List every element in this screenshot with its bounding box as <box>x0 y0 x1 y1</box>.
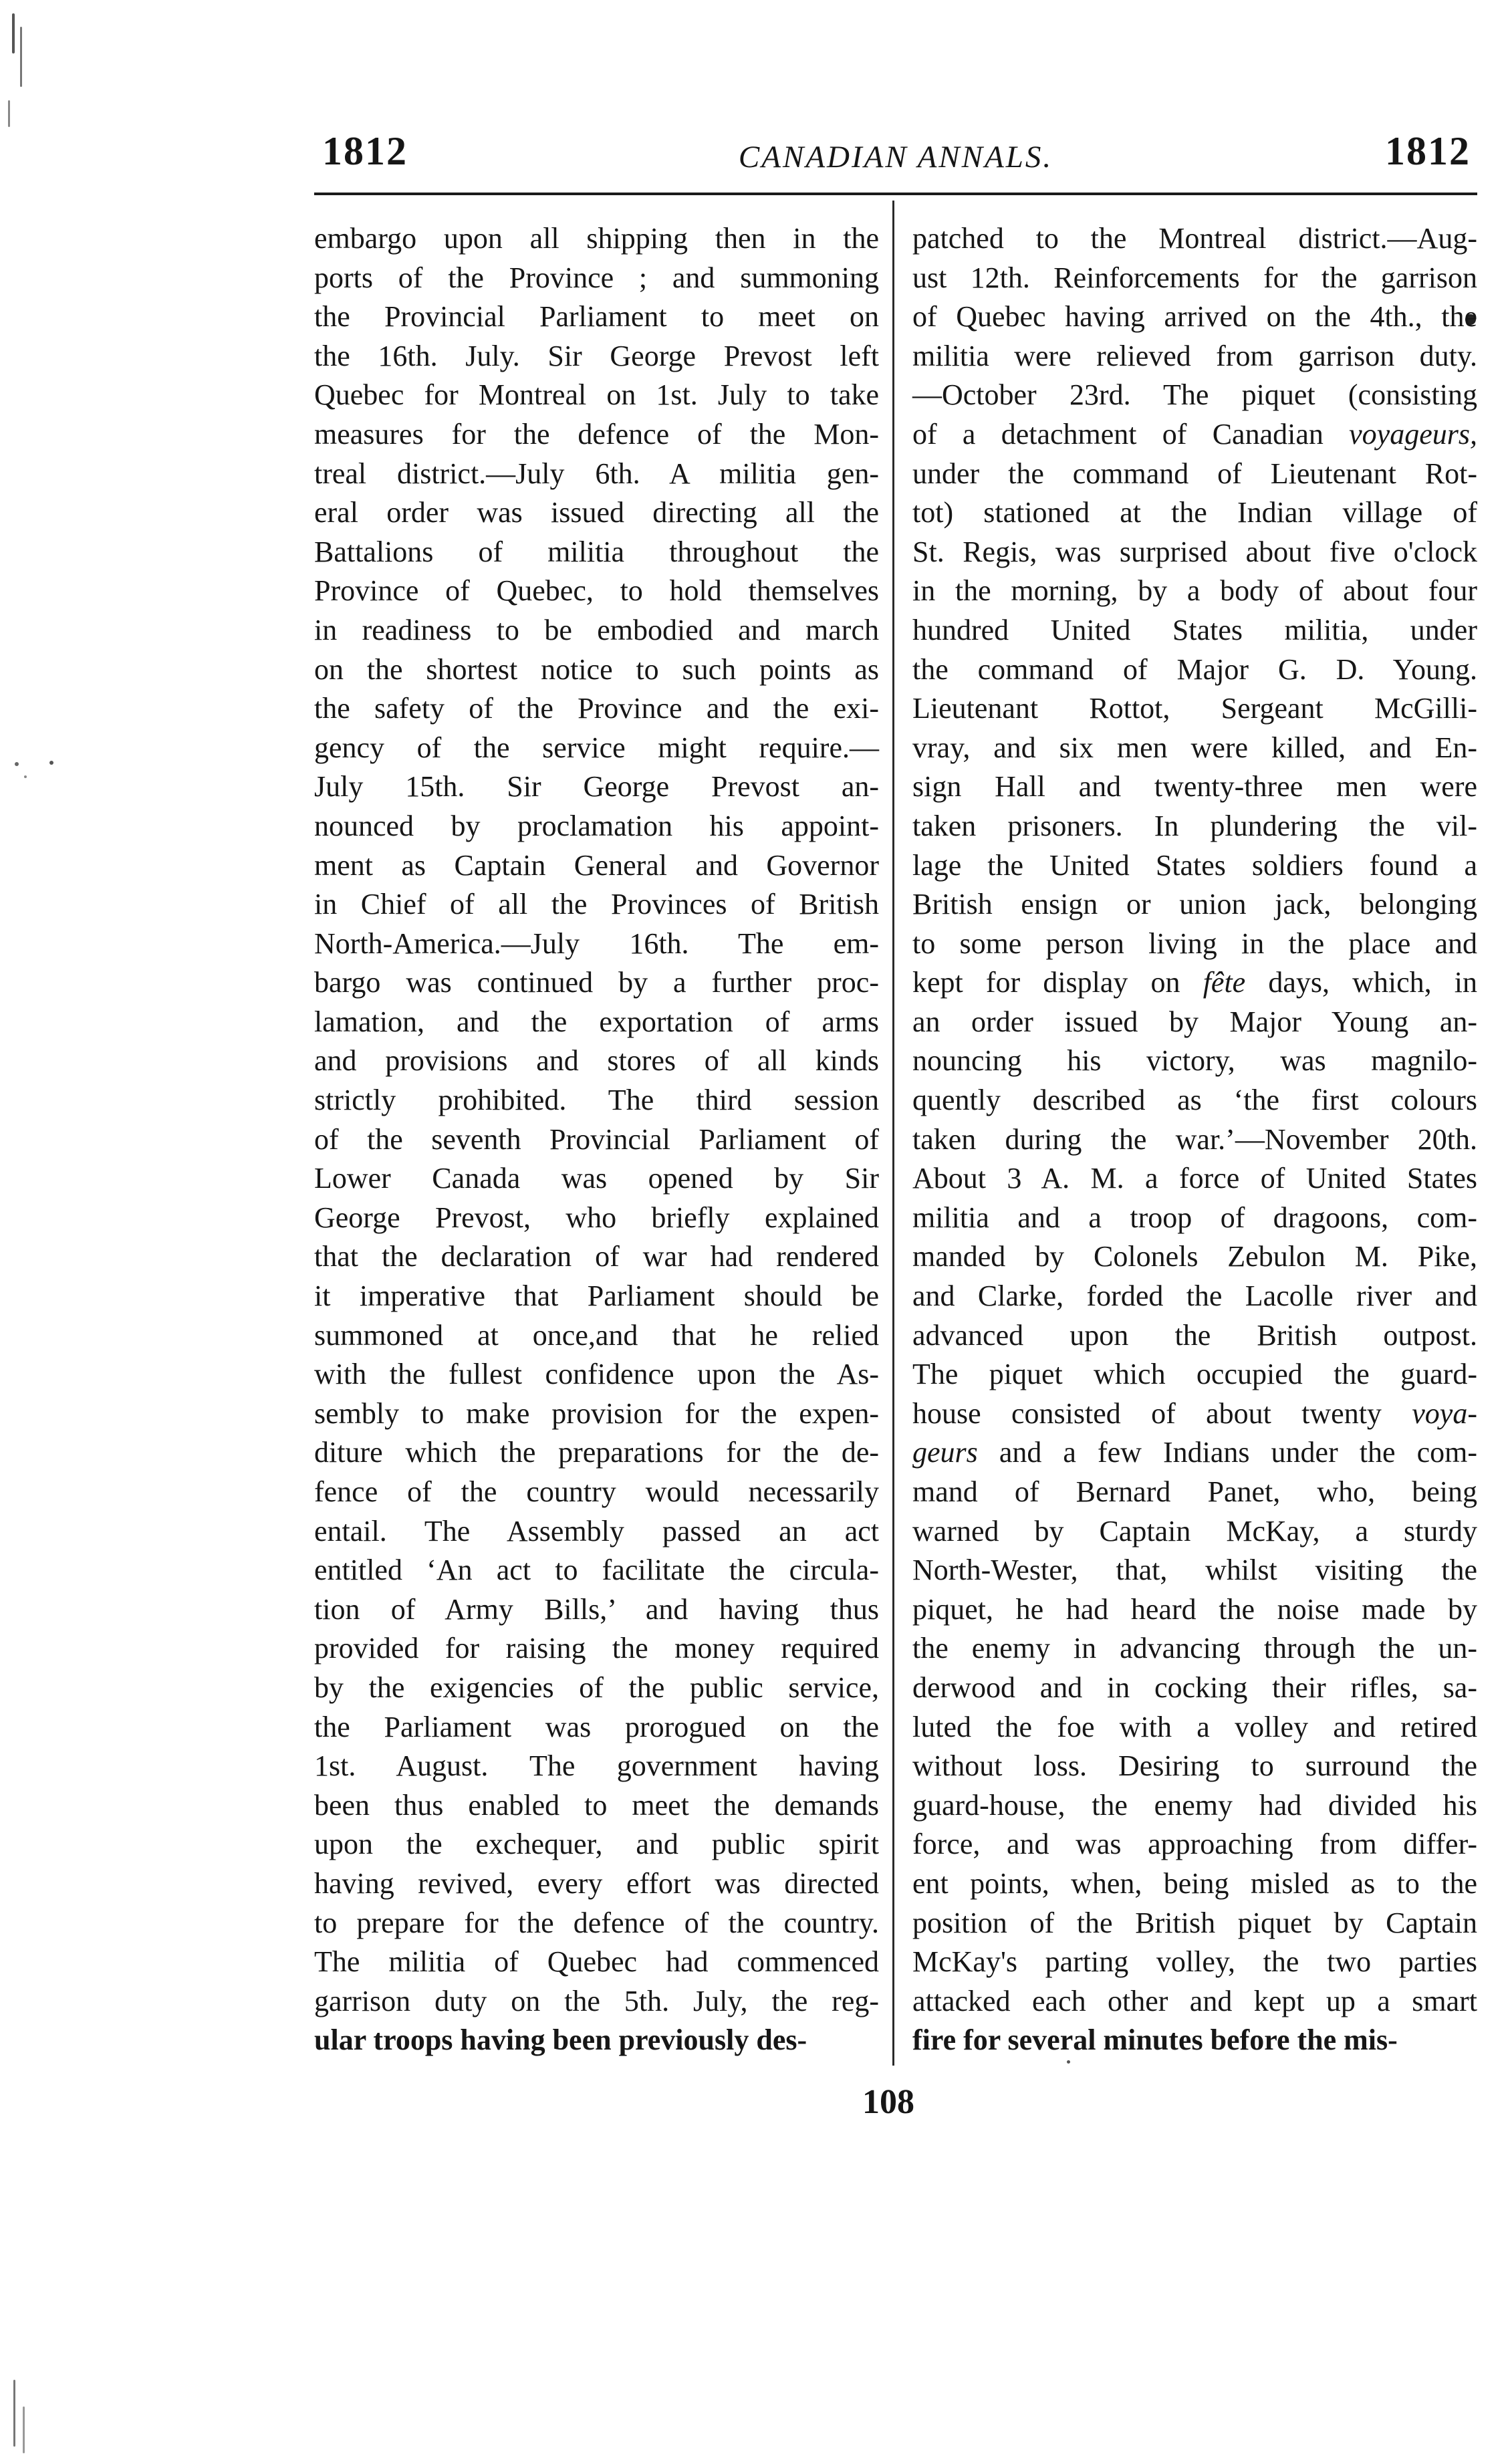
text-line: to some person living in the place and <box>912 927 1477 960</box>
text-line: house consisted of about twenty voya- <box>912 1396 1477 1430</box>
text-line: it imperative that Parliament should be <box>314 1279 879 1313</box>
text-line: fence of the country would necessarily <box>314 1475 879 1508</box>
text-line: The militia of Quebec had commenced <box>314 1945 879 1979</box>
text-line: kept for display on fête days, which, in <box>912 966 1477 999</box>
text-line: North-America.—July 16th. The em- <box>314 927 879 960</box>
text-line: embargo upon all shipping then in the <box>314 222 879 255</box>
text-line: fire for several minutes before the mis- <box>912 2023 1398 2057</box>
text-line: with the fullest confidence upon the As- <box>314 1358 879 1391</box>
text-line: mand of Bernard Panet, who, being <box>912 1475 1477 1508</box>
header-title: CANADIAN ANNALS. <box>738 140 1053 174</box>
text-line: bargo was continued by a further proc- <box>314 966 879 999</box>
text-line: of the seventh Provincial Parliament of <box>314 1122 879 1156</box>
text-line: sign Hall and twenty-three men were <box>912 770 1477 804</box>
text-line: North-Wester, that, whilst visiting the <box>912 1554 1477 1587</box>
text-line: Lieutenant Rottot, Sergeant McGilli- <box>912 692 1477 725</box>
text-line: position of the British piquet by Captain <box>912 1906 1477 1939</box>
speck <box>24 775 27 778</box>
text-line: and Clarke, forded the Lacolle river and <box>912 1279 1477 1313</box>
text-line: and provisions and stores of all kinds <box>314 1044 879 1078</box>
text-line: entitled ‘An act to facilitate the circula- <box>314 1554 879 1587</box>
speck <box>12 13 15 53</box>
text-line: diture which the preparations for the de- <box>314 1436 879 1469</box>
text-line: gency of the service might require.— <box>314 731 879 764</box>
text-line: an order issued by Major Young an- <box>912 1005 1477 1038</box>
text-line: in the morning, by a body of about four <box>912 574 1477 608</box>
text-line: the Parliament was prorogued on the <box>314 1710 879 1743</box>
text-line: the enemy in advancing through the un- <box>912 1632 1477 1665</box>
text-line: measures for the defence of the Mon- <box>314 417 879 451</box>
text-line: having revived, every effort was directed <box>314 1866 879 1900</box>
speck <box>20 27 22 87</box>
text-line: upon the exchequer, and public spirit <box>314 1828 879 1861</box>
text-line: that the declaration of war had rendered <box>314 1240 879 1273</box>
text-line: piquet, he had heard the noise made by <box>912 1592 1477 1626</box>
text-line: ular troops having been previously des- <box>314 2023 807 2057</box>
text-line: the command of Major G. D. Young. <box>912 652 1477 686</box>
text-line: nounced by proclamation his appoint- <box>314 809 879 842</box>
text-line: in readiness to be embodied and march <box>314 613 879 646</box>
text-line: eral order was issued directing all the <box>314 496 879 529</box>
text-line: without loss. Desiring to surround the <box>912 1749 1477 1783</box>
text-line: derwood and in cocking their rifles, sa- <box>912 1671 1477 1704</box>
text-line: Province of Quebec, to hold themselves <box>314 574 879 608</box>
text-line: manded by Colonels Zebulon M. Pike, <box>912 1240 1477 1273</box>
column-rule <box>892 201 894 2066</box>
text-line: guard-house, the enemy had divided his <box>912 1788 1477 1822</box>
running-head <box>314 120 1477 180</box>
text-line: ust 12th. Reinforcements for the garrison <box>912 261 1477 294</box>
text-line: nouncing his victory, was magnilo- <box>912 1044 1477 1078</box>
speck <box>23 2407 25 2453</box>
text-line: of a detachment of Canadian voyageurs, <box>912 417 1477 451</box>
text-line: St. Regis, was surprised about five o'clock <box>912 535 1477 568</box>
ink-dot <box>49 761 53 765</box>
header-rule <box>314 193 1477 195</box>
text-line: ports of the Province ; and summoning <box>314 261 879 294</box>
header-year-right: 1812 <box>1385 129 1471 173</box>
text-line: the safety of the Province and the exi- <box>314 692 879 725</box>
text-line: advanced upon the British outpost. <box>912 1318 1477 1352</box>
speck <box>15 762 19 766</box>
text-line: tot) stationed at the Indian village of <box>912 496 1477 529</box>
text-line: to prepare for the defence of the country. <box>314 1906 879 1939</box>
text-line: garrison duty on the 5th. July, the reg- <box>314 1984 879 2017</box>
text-line: militia were relieved from garrison duty. <box>912 339 1477 372</box>
text-line: hundred United States militia, under <box>912 613 1477 646</box>
text-line: militia and a troop of dragoons, com- <box>912 1201 1477 1234</box>
text-line: warned by Captain McKay, a sturdy <box>912 1514 1477 1548</box>
margin-specks <box>0 0 40 2464</box>
text-line: taken prisoners. In plundering the vil- <box>912 809 1477 842</box>
text-line: British ensign or union jack, belonging <box>912 888 1477 921</box>
text-line: Quebec for Montreal on 1st. July to take <box>314 378 879 412</box>
text-line: the 16th. July. Sir George Prevost left <box>314 339 879 372</box>
text-line: McKay's parting volley, the two parties <box>912 1945 1477 1979</box>
text-line: been thus enabled to meet the demands <box>314 1788 879 1822</box>
right-column <box>912 219 1477 2060</box>
page-number: 108 <box>862 2083 914 2121</box>
text-line: luted the foe with a volley and retired <box>912 1710 1477 1743</box>
text-line: George Prevost, who briefly explained <box>314 1201 879 1234</box>
text-line: in Chief of all the Provinces of British <box>314 888 879 921</box>
text-line: treal district.—July 6th. A militia gen- <box>314 457 879 490</box>
text-line: Lower Canada was opened by Sir <box>314 1162 879 1195</box>
text-line: tion of Army Bills,’ and having thus <box>314 1592 879 1626</box>
text-line: entail. The Assembly passed an act <box>314 1514 879 1548</box>
text-line: vray, and six men were killed, and En- <box>912 731 1477 764</box>
header-year-left: 1812 <box>322 129 408 173</box>
text-line: lamation, and the exportation of arms <box>314 1005 879 1038</box>
text-line: attacked each other and kept up a smart <box>912 1984 1477 2017</box>
text-line: geurs and a few Indians under the com- <box>912 1436 1477 1469</box>
text-line: by the exigencies of the public service, <box>314 1671 879 1704</box>
text-line: lage the United States soldiers found a <box>912 848 1477 882</box>
text-line: the Provincial Parliament to meet on <box>314 300 879 334</box>
text-line: —October 23rd. The piquet (consisting <box>912 378 1477 412</box>
text-line: About 3 A. M. a force of United States <box>912 1162 1477 1195</box>
text-line: The piquet which occupied the guard- <box>912 1358 1477 1391</box>
text-line: strictly prohibited. The third session <box>314 1084 879 1117</box>
text-line: of Quebec having arrived on the 4th., the <box>912 300 1477 334</box>
text-line: patched to the Montreal district.—Aug- <box>912 222 1477 255</box>
text-line: summoned at once,and that he relied <box>314 1318 879 1352</box>
text-line: ment as Captain General and Governor <box>314 848 879 882</box>
text-line: quently described as ‘the first colours <box>912 1084 1477 1117</box>
speck <box>8 100 10 127</box>
text-line: under the command of Lieutenant Rot- <box>912 457 1477 490</box>
text-line: taken during the war.’—November 20th. <box>912 1122 1477 1156</box>
ink-dot <box>1067 2060 1070 2064</box>
text-line: 1st. August. The government having <box>314 1749 879 1783</box>
speck <box>13 2380 15 2447</box>
text-line: provided for raising the money required <box>314 1632 879 1665</box>
left-column <box>314 219 879 2060</box>
text-line: Battalions of militia throughout the <box>314 535 879 568</box>
text-line: force, and was approaching from differ- <box>912 1828 1477 1861</box>
text-line: ent points, when, being misled as to the <box>912 1866 1477 1900</box>
text-line: sembly to make provision for the expen- <box>314 1396 879 1430</box>
text-line: July 15th. Sir George Prevost an- <box>314 770 879 804</box>
text-line: on the shortest notice to such points as <box>314 652 879 686</box>
